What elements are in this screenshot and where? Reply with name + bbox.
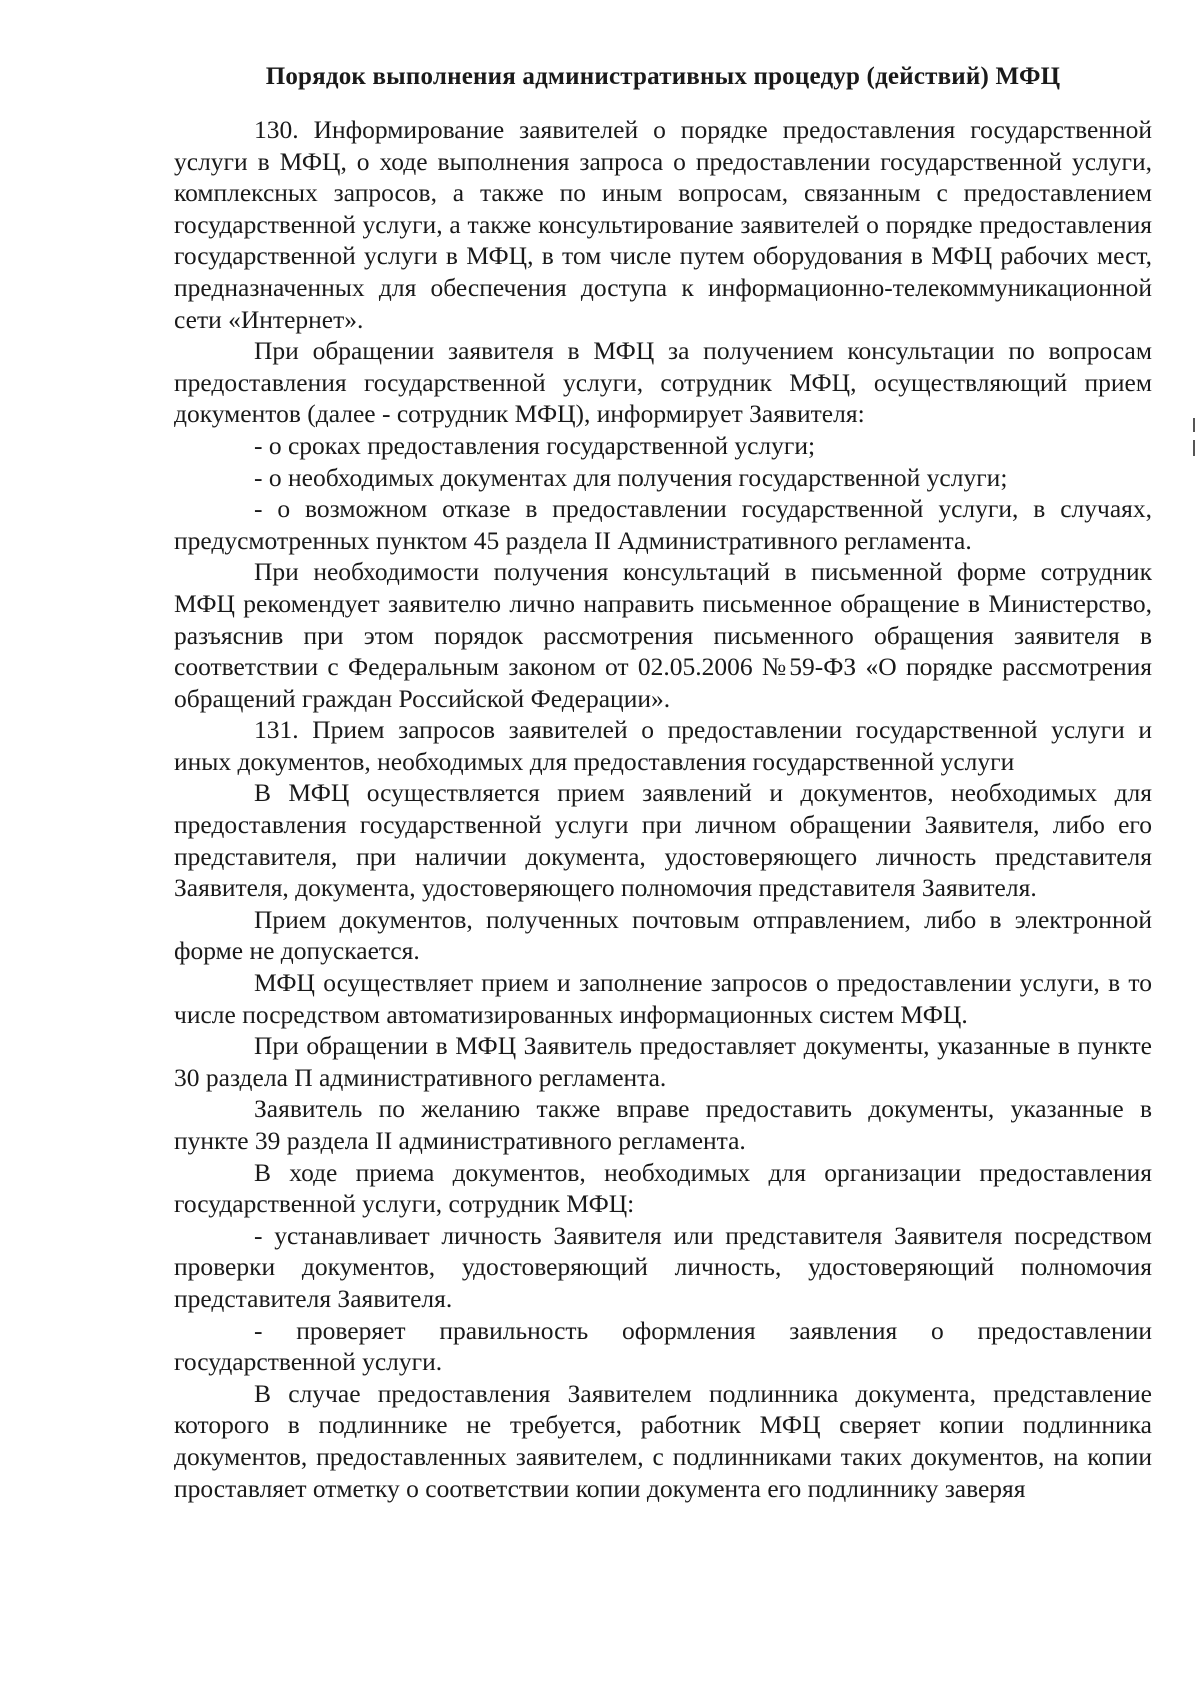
document-title: Порядок выполнения административных процедур (действий) МФЦ [265,63,1061,90]
paragraph-documents-30: При обращении в МФЦ Заявитель предоставляет документы, указанные в пункте 30 раздела П административного регламента. [174,1031,1152,1092]
paragraph-consultation: При обращении заявителя в МФЦ за получением консультации по вопросам предоставления государственной услуги, сотрудник МФЦ, осуществляющий прием документов (далее - сотрудник МФЦ), информирует Заявителя: [174,336,1152,429]
paragraph-131: 131. Прием запросов заявителей о предоставлении государственной услуги и иных документов, необходимых для предоставления государственной услуги [174,715,1152,776]
paragraph-documents-39: Заявитель по желанию также вправе предоставить документы, указанные в пункте 39 раздела II административного регламента. [174,1094,1152,1155]
list-item-documents: - о необходимых документах для получения государственной услуги; [254,462,1008,492]
list-item-check-application: - проверяет правильность оформления заявления о предоставлении государственной услуги. [174,1315,1152,1377]
list-item-deadlines: - о сроках предоставления государственной услуги; [254,430,816,460]
paragraph-originals: В случае предоставления Заявителем подлинника документа, представление которого в подлиннике не требуется, работник МФЦ сверяет копии подлинника документов, предоставленных заявителем, с подлинниками таких документов, на копии проставляет отметку о соответствии копии документа его подлиннику заверяя [174,1378,1152,1503]
paragraph-130: 130. Информирование заявителей о порядке предоставления государственной услуги в МФЦ, о ходе выполнения запроса о предоставлении государственной услуги, комплексных запросов, а также по иным вопросам, связанным с предоставлением государственной услуги, а также консультирование заявителей о порядке предоставления государственной услуги в МФЦ, в том числе путем оборудования в МФЦ рабочих мест, предназначенных для обеспечения доступа к информационно-телекоммуникационной сети «Интернет». [174,115,1152,334]
paragraph-ais: МФЦ осуществляет прием и заполнение запросов о предоставлении услуги, в то числе посредством автоматизированных информационных систем МФЦ. [174,968,1152,1029]
paragraph-reception: В МФЦ осуществляется прием заявлений и документов, необходимых для предоставления государственной услуги при личном обращении Заявителя, либо его представителя, при наличии документа, удостоверяющего личность представителя Заявителя, документа, удостоверяющего полномочия представителя Заявителя. [174,778,1152,903]
list-item-refusal: - о возможном отказе в предоставлении государственной услуги, в случаях, предусмотренных пунктом 45 раздела II Административного регламента. [174,494,1152,555]
paragraph-reception-steps: В ходе приема документов, необходимых для организации предоставления государственной услуги, сотрудник МФЦ: [174,1157,1152,1219]
paragraph-written-consultation: При необходимости получения консультаций в письменной форме сотрудник МФЦ рекомендует заявителю лично направить письменное обращение в Министерство, разъяснив при этом порядок рассмотрения письменного обращения заявителя в соответствии с Федеральным законом от 02.05.2006 №59-ФЗ «О порядке рассмотрения обращений граждан Российской Федерации». [174,557,1152,713]
list-item-identity: - устанавливает личность Заявителя или представителя Заявителя посредством проверки документов, удостоверяющий личность, удостоверяющий полномочия представителя Заявителя. [174,1220,1152,1313]
scan-artifact-mark [1193,440,1195,456]
document-page [174,62,1152,1504]
scan-artifact-mark [1193,418,1195,432]
paragraph-postal-not-allowed: Прием документов, полученных почтовым отправлением, либо в электронной форме не допускается. [174,904,1152,966]
